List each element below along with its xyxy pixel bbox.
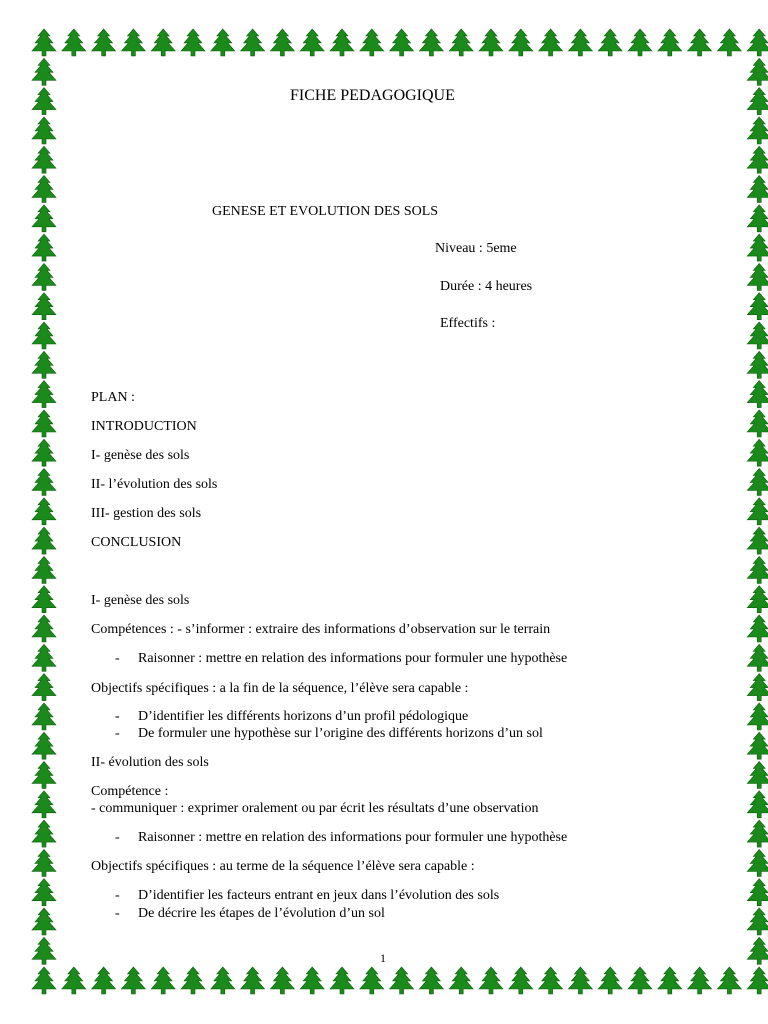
pine-tree-icon [747, 498, 768, 525]
pine-tree-icon [32, 556, 56, 583]
meta-effectifs: Effectifs : [440, 316, 496, 331]
pine-tree-icon [747, 293, 768, 320]
pine-tree-icon [747, 879, 768, 906]
pine-tree-icon [747, 29, 768, 56]
pine-tree-icon [32, 117, 56, 144]
bullet-dash: - [115, 709, 120, 724]
pine-tree-icon [32, 88, 56, 115]
pine-tree-icon [747, 439, 768, 466]
bullet-dash: - [115, 888, 120, 903]
pine-tree-icon [747, 615, 768, 642]
pine-tree-icon [479, 29, 503, 56]
pine-tree-icon [717, 29, 741, 56]
pine-tree-icon [598, 29, 622, 56]
pine-tree-icon [32, 674, 56, 701]
pine-tree-icon [747, 586, 768, 613]
pine-tree-icon [32, 176, 56, 203]
pine-tree-icon [121, 29, 145, 56]
pine-tree-icon [747, 644, 768, 671]
pine-tree-icon [32, 58, 56, 85]
pine-tree-icon [747, 849, 768, 876]
pine-tree-icon [449, 29, 473, 56]
pine-tree-icon [32, 498, 56, 525]
pine-tree-icon [360, 29, 384, 56]
section1-objectif-bullet: De formuler une hypothèse sur l’origine des différents horizons d’un sol [138, 726, 543, 741]
pine-tree-icon [32, 820, 56, 847]
pine-tree-icon [747, 732, 768, 759]
pine-tree-icon [32, 527, 56, 554]
pine-tree-icon [32, 586, 56, 613]
pine-tree-icon [32, 205, 56, 232]
pine-tree-icon [390, 967, 414, 994]
section1-objectif-bullet: D’identifier les différents horizons d’un profil pédologique [138, 709, 469, 724]
pine-tree-icon [747, 176, 768, 203]
pine-tree-icon [658, 967, 682, 994]
pine-tree-icon [598, 967, 622, 994]
pine-tree-icon [32, 469, 56, 496]
plan-heading: PLAN : [91, 390, 135, 405]
pine-tree-icon [32, 146, 56, 173]
pine-tree-icon [32, 703, 56, 730]
bullet-dash: - [115, 651, 120, 666]
pine-tree-icon [32, 732, 56, 759]
pine-tree-icon [419, 29, 443, 56]
pine-tree-icon [32, 644, 56, 671]
pine-tree-icon [747, 967, 768, 994]
pine-tree-icon [211, 29, 235, 56]
pine-tree-icon [151, 967, 175, 994]
section2-objectifs: Objectifs spécifiques : au terme de la séquence l’élève sera capable : [91, 859, 475, 874]
pine-tree-icon [747, 908, 768, 935]
pine-tree-icon [509, 29, 533, 56]
pine-tree-icon [688, 29, 712, 56]
section2-heading: II- évolution des sols [91, 755, 209, 770]
bullet-dash: - [115, 830, 120, 845]
pine-tree-icon [747, 820, 768, 847]
pine-tree-icon [32, 849, 56, 876]
pine-tree-icon [32, 791, 56, 818]
pine-tree-icon [568, 967, 592, 994]
pine-tree-icon [747, 88, 768, 115]
pine-tree-icon [151, 29, 175, 56]
pine-tree-icon [32, 263, 56, 290]
pine-tree-icon [270, 29, 294, 56]
pine-tree-icon [92, 967, 116, 994]
pine-tree-icon [479, 967, 503, 994]
pine-tree-icon [121, 967, 145, 994]
bullet-dash: - [115, 906, 120, 921]
pine-tree-icon [181, 29, 205, 56]
pine-tree-icon [32, 410, 56, 437]
pine-tree-icon [747, 762, 768, 789]
pine-tree-icon [747, 117, 768, 144]
pine-tree-icon [32, 615, 56, 642]
pine-tree-icon [747, 146, 768, 173]
pine-tree-icon [330, 967, 354, 994]
pine-tree-icon [32, 879, 56, 906]
pine-tree-icon [539, 967, 563, 994]
pine-tree-icon [32, 967, 56, 994]
pine-tree-icon [241, 967, 265, 994]
section2-objectif-bullet: D’identifier les facteurs entrant en jeux dans l’évolution des sols [138, 888, 500, 903]
plan-item: II- l’évolution des sols [91, 477, 218, 492]
pine-tree-icon [32, 937, 56, 964]
document-subtitle: GENESE ET EVOLUTION DES SOLS [212, 204, 439, 219]
pine-tree-icon [32, 293, 56, 320]
pine-tree-icon [747, 703, 768, 730]
pine-tree-icon [241, 29, 265, 56]
pine-tree-icon [747, 351, 768, 378]
pine-tree-icon [32, 908, 56, 935]
section1-heading: I- genèse des sols [91, 593, 190, 608]
meta-duree: Durée : 4 heures [440, 279, 533, 294]
plan-item: III- gestion des sols [91, 506, 202, 521]
pine-tree-icon [449, 967, 473, 994]
section2-objectif-bullet: De décrire les étapes de l’évolution d’un sol [138, 906, 385, 921]
pine-tree-icon [92, 29, 116, 56]
pine-tree-icon [270, 967, 294, 994]
pine-tree-icon [747, 58, 768, 85]
pine-tree-icon [32, 762, 56, 789]
section2-competence-bullet: Raisonner : mettre en relation des informations pour formuler une hypothèse [138, 830, 568, 845]
pine-tree-icon [330, 29, 354, 56]
pine-tree-icon [747, 674, 768, 701]
section1-competence-bullet: Raisonner : mettre en relation des informations pour formuler une hypothèse [138, 651, 568, 666]
pine-tree-icon [568, 29, 592, 56]
pine-tree-icon [360, 967, 384, 994]
pine-tree-icon [747, 205, 768, 232]
pine-tree-icon [747, 322, 768, 349]
pine-tree-icon [688, 967, 712, 994]
pine-tree-icon [62, 967, 86, 994]
pine-tree-icon [747, 410, 768, 437]
pine-tree-icon [747, 556, 768, 583]
pine-tree-icon [717, 967, 741, 994]
section2-competence-label: Compétence : [91, 784, 169, 799]
pine-tree-icon [32, 381, 56, 408]
pine-tree-icon [747, 263, 768, 290]
pine-tree-icon [628, 967, 652, 994]
pine-tree-icon [300, 29, 324, 56]
bullet-dash: - [115, 726, 120, 741]
pine-tree-icon [211, 967, 235, 994]
plan-item: INTRODUCTION [91, 419, 197, 434]
pine-tree-icon [747, 469, 768, 496]
pine-tree-icon [539, 29, 563, 56]
meta-niveau: Niveau : 5eme [435, 241, 517, 256]
page-number: 1 [380, 951, 386, 965]
section1-competences: Compétences : - s’informer : extraire des informations d’observation sur le terrain [91, 622, 551, 637]
pine-tree-icon [32, 29, 56, 56]
pine-tree-icon [747, 527, 768, 554]
plan-item: I- genèse des sols [91, 448, 190, 463]
pine-tree-icon [509, 967, 533, 994]
pine-tree-icon [62, 29, 86, 56]
pine-tree-icon [747, 791, 768, 818]
pine-tree-icon [658, 29, 682, 56]
pine-tree-icon [419, 967, 443, 994]
plan-item: CONCLUSION [91, 535, 182, 550]
pine-tree-icon [747, 381, 768, 408]
pine-tree-icon [32, 439, 56, 466]
pine-tree-icon [300, 967, 324, 994]
pine-tree-icon [747, 937, 768, 964]
pine-tree-icon [628, 29, 652, 56]
section2-competence-line: - communiquer : exprimer oralement ou par écrit les résultats d’une observation [91, 801, 539, 816]
pine-tree-icon [747, 234, 768, 261]
pine-tree-icon [32, 234, 56, 261]
pine-tree-icon [32, 351, 56, 378]
pine-tree-icon [181, 967, 205, 994]
document-title: FICHE PEDAGOGIQUE [290, 87, 455, 104]
pine-tree-icon [390, 29, 414, 56]
section1-objectifs: Objectifs spécifiques : a la fin de la séquence, l’élève sera capable : [91, 681, 469, 696]
pine-tree-icon [32, 322, 56, 349]
